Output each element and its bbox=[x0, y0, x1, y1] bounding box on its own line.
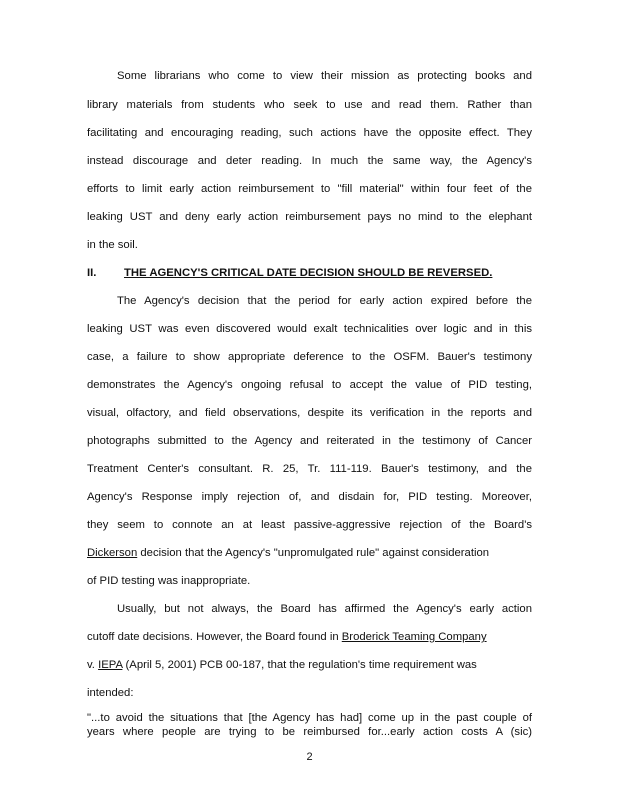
paragraph-line bbox=[87, 630, 532, 644]
case-citation: IEPA bbox=[98, 659, 123, 671]
paragraph-line: of PID testing was inappropriate. bbox=[87, 575, 251, 587]
paragraph-line: Usually, but not always, the Board has affirmed the Agency's early action bbox=[117, 603, 532, 615]
line-text: (April 5, 2001) PCB 00-187, that the regulation's time requirement was bbox=[122, 659, 477, 671]
paragraph-line: demonstrates the Agency's ongoing refusal to accept the value of PID testing, bbox=[87, 379, 532, 391]
section-title: THE AGENCY'S CRITICAL DATE DECISION SHOULD BE REVERSED. bbox=[124, 267, 493, 279]
paragraph-line: intended: bbox=[87, 687, 134, 699]
case-citation: Broderick Teaming Company bbox=[341, 631, 487, 643]
case-citation: Dickerson bbox=[87, 547, 138, 559]
paragraph-line: case, a failure to show appropriate deference to the OSFM. Bauer's testimony bbox=[87, 351, 532, 363]
paragraph-line: they seem to connote an at least passive-aggressive rejection of the Board's bbox=[87, 519, 532, 531]
section-number: II. bbox=[87, 267, 97, 279]
paragraph-line bbox=[87, 658, 532, 672]
paragraph-line bbox=[87, 546, 532, 560]
quote-line: years where people are trying to be reimbursed for...early action costs A (sic) bbox=[87, 726, 532, 738]
quote-line: "...to avoid the situations that [the Agency has had] come up in the past couple of bbox=[87, 712, 532, 724]
line-text: decision that the Agency's "unpromulgated rule" against consideration bbox=[137, 547, 490, 559]
paragraph-line: Agency's Response imply rejection of, and disdain for, PID testing. Moreover, bbox=[87, 491, 532, 503]
paragraph-line: Some librarians who come to view their mission as protecting books and bbox=[117, 70, 532, 82]
paragraph-line: instead discourage and deter reading. In much the same way, the Agency's bbox=[87, 155, 532, 167]
paragraph-line: photographs submitted to the Agency and reiterated in the testimony of Cancer bbox=[87, 435, 532, 447]
paragraph-line: facilitating and encouraging reading, such actions have the opposite effect. They bbox=[87, 127, 532, 139]
paragraph-line: leaking UST was even discovered would exalt technicalities over logic and in this bbox=[87, 323, 532, 335]
paragraph-line: in the soil. bbox=[87, 239, 138, 251]
section-heading bbox=[87, 266, 532, 280]
page-number: 2 bbox=[306, 751, 313, 763]
paragraph-line: Treatment Center's consultant. R. 25, Tr. 111-119. Bauer's testimony, and the bbox=[87, 463, 532, 475]
paragraph-line: leaking UST and deny early action reimbursement pays no mind to the elephant bbox=[87, 211, 532, 223]
paragraph-line: The Agency's decision that the period for early action expired before the bbox=[117, 295, 532, 307]
paragraph-line: efforts to limit early action reimbursement to "fill material" within four feet of the bbox=[87, 183, 532, 195]
line-text: cutoff date decisions. However, the Board found in bbox=[87, 631, 342, 643]
paragraph-line: visual, olfactory, and field observations, despite its verification in the reports and bbox=[87, 407, 532, 419]
paragraph-line: library materials from students who seek to use and read them. Rather than bbox=[87, 99, 532, 111]
line-text: v. bbox=[87, 659, 99, 671]
